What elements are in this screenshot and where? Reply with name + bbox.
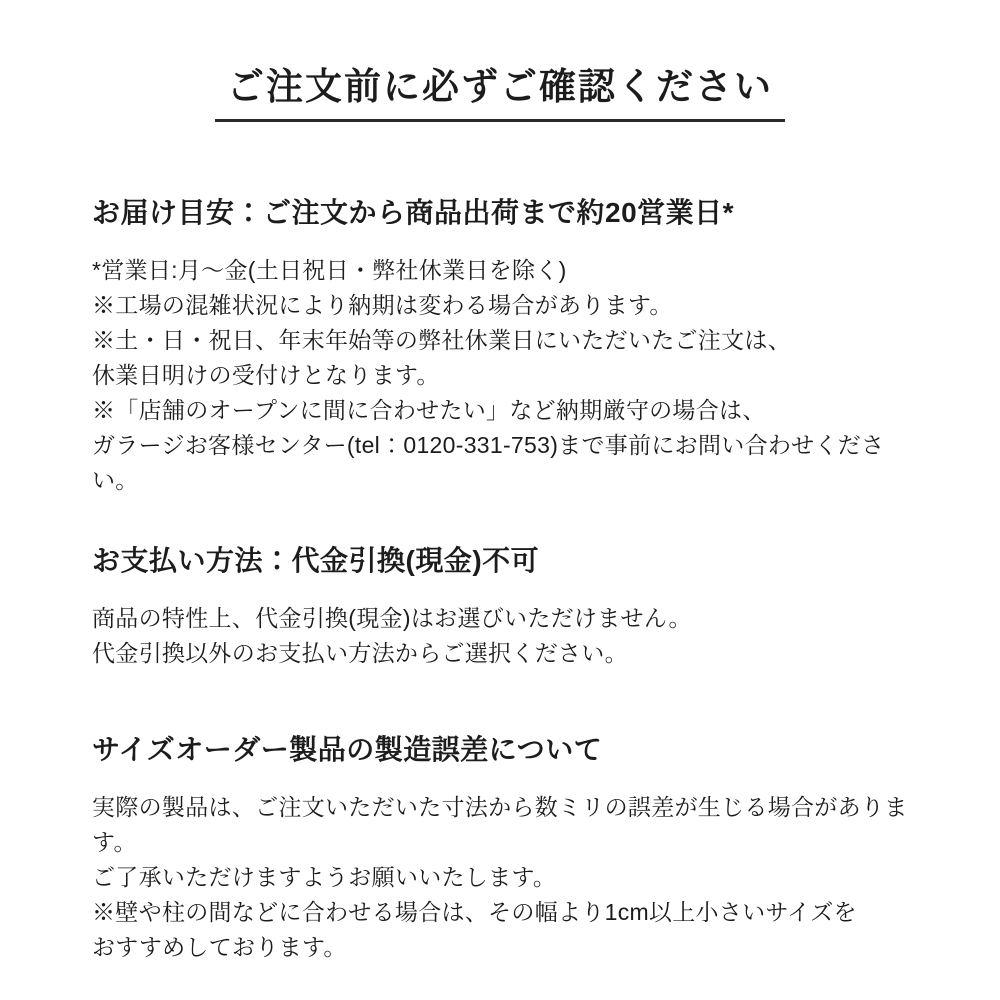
body-line: *営業日:月〜金(土日祝日・弊社休業日を除く) [92,257,567,284]
body-line: 代金引換以外のお支払い方法からご選択ください。 [92,639,628,666]
body-line: ※土・日・祝日、年末年始等の弊社休業日にいただいたご注文は、 [92,327,791,354]
body-line: ガラージお客様センター(tel：0120-331-753)まで事前にお問い合わせください。 [92,432,885,494]
section-body-tolerance [92,790,930,965]
section-body-delivery [92,253,930,498]
body-line: 休業日明けの受付けとなります。 [92,362,440,389]
page-title: ご注文前に必ずご確認ください [215,64,785,122]
section-delivery [92,198,930,498]
body-line: 実際の製品は、ご注文いただいた寸法から数ミリの誤差が生じる場合があります。 [92,793,908,855]
title-wrap [0,0,1000,122]
body-line: ※壁や柱の間などに合わせる場合は、その幅より1cm以上小さいサイズを [92,898,857,925]
section-payment [92,546,930,671]
section-heading-payment: お支払い方法：代金引換(現金)不可 [92,545,540,577]
section-tolerance [92,735,930,965]
body-line: おすすめしております。 [92,933,347,960]
section-body-payment [92,601,930,671]
section-heading-tolerance: サイズオーダー製品の製造誤差について [92,733,603,765]
section-heading-delivery: お届け目安：ご注文から商品出荷まで約20営業日* [92,197,735,229]
body-line: ※工場の混雑状況により納期は変わる場合があります。 [92,292,673,319]
content [0,198,1000,964]
body-line: 商品の特性上、代金引換(現金)はお選びいただけません。 [92,604,692,631]
body-line: ※「店舗のオープンに間に合わせたい」など納期厳守の場合は、 [92,397,766,424]
body-line: ご了承いただけますようお願いいたします。 [92,863,557,890]
